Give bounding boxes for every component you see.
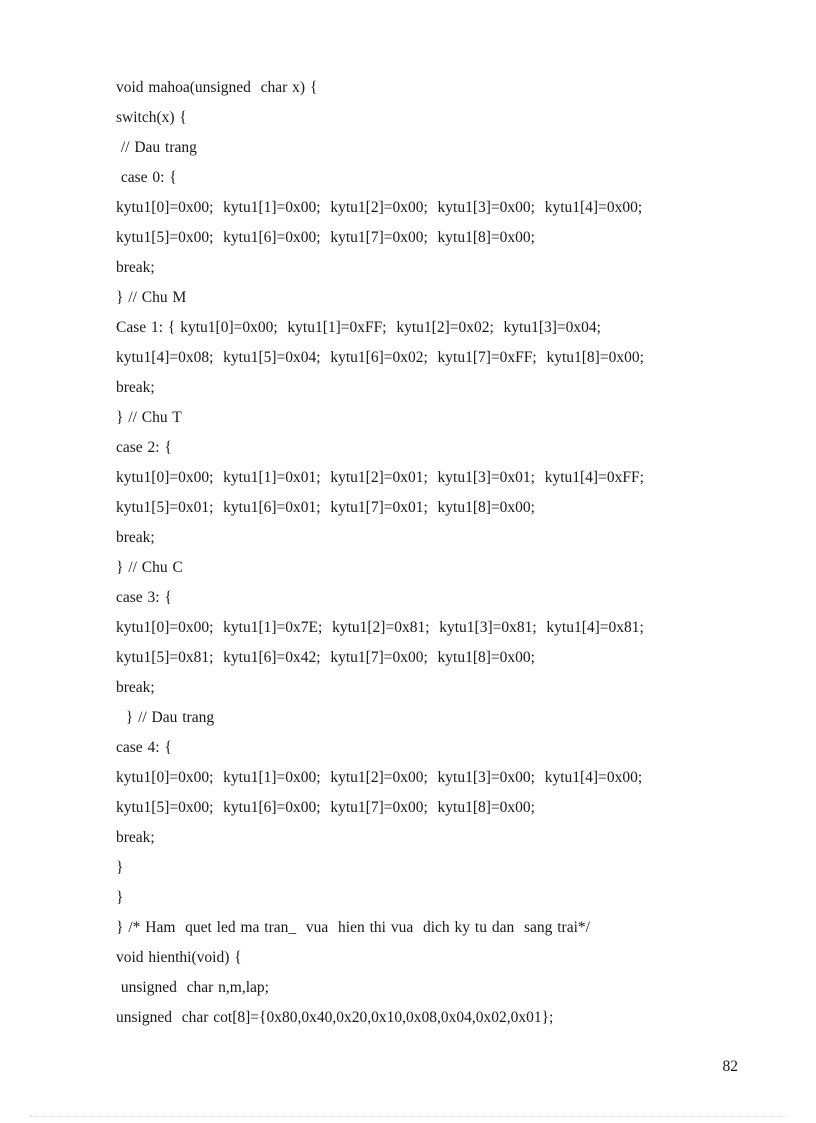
- code-line: void hienthi(void) {: [116, 949, 242, 966]
- code-line: case 3: {: [116, 589, 172, 606]
- code-line: case 4: {: [116, 739, 172, 756]
- code-line: kytu1[0]=0x00; kytu1[1]=0x01; kytu1[2]=0x01; kytu1[3]=0x01; kytu1[4]=0xFF;: [116, 469, 644, 486]
- code-line: } /* Ham quet led ma tran_ vua hien thi vua dich ky tu dan sang trai*/: [116, 919, 590, 936]
- code-line: Case 1: { kytu1[0]=0x00; kytu1[1]=0xFF; kytu1[2]=0x02; kytu1[3]=0x04;: [116, 319, 601, 336]
- code-line: break;: [116, 529, 155, 546]
- code-line: switch(x) {: [116, 109, 187, 126]
- code-line: void mahoa(unsigned char x) {: [116, 79, 318, 96]
- code-line: break;: [116, 259, 155, 276]
- code-line: // Dau trang: [116, 139, 197, 156]
- code-listing: [116, 73, 736, 1033]
- code-line: break;: [116, 379, 155, 396]
- code-line: kytu1[5]=0x81; kytu1[6]=0x42; kytu1[7]=0x00; kytu1[8]=0x00;: [116, 649, 535, 666]
- code-line: break;: [116, 679, 155, 696]
- code-line: } // Chu T: [116, 409, 182, 426]
- code-line: } // Dau trang: [116, 709, 215, 726]
- code-line: kytu1[4]=0x08; kytu1[5]=0x04; kytu1[6]=0x02; kytu1[7]=0xFF; kytu1[8]=0x00;: [116, 349, 644, 366]
- code-line: } // Chu M: [116, 289, 187, 306]
- page-bottom-rule: [30, 1116, 786, 1117]
- code-line: unsigned char cot[8]={0x80,0x40,0x20,0x10,0x08,0x04,0x02,0x01};: [116, 1009, 554, 1026]
- code-line: case 0: {: [116, 169, 177, 186]
- code-line: kytu1[0]=0x00; kytu1[1]=0x00; kytu1[2]=0x00; kytu1[3]=0x00; kytu1[4]=0x00;: [116, 199, 643, 216]
- code-line: kytu1[5]=0x00; kytu1[6]=0x00; kytu1[7]=0x00; kytu1[8]=0x00;: [116, 229, 535, 246]
- code-line: kytu1[0]=0x00; kytu1[1]=0x00; kytu1[2]=0x00; kytu1[3]=0x00; kytu1[4]=0x00;: [116, 769, 643, 786]
- code-line: }: [116, 889, 124, 906]
- code-line: kytu1[0]=0x00; kytu1[1]=0x7E; kytu1[2]=0x81; kytu1[3]=0x81; kytu1[4]=0x81;: [116, 619, 644, 636]
- code-line: } // Chu C: [116, 559, 183, 576]
- code-line: kytu1[5]=0x00; kytu1[6]=0x00; kytu1[7]=0x00; kytu1[8]=0x00;: [116, 799, 535, 816]
- code-line: case 2: {: [116, 439, 172, 456]
- code-line: kytu1[5]=0x01; kytu1[6]=0x01; kytu1[7]=0x01; kytu1[8]=0x00;: [116, 499, 535, 516]
- code-line: unsigned char n,m,lap;: [116, 979, 269, 996]
- page-number: 82: [722, 1058, 738, 1075]
- code-line: break;: [116, 829, 155, 846]
- code-line: }: [116, 859, 124, 876]
